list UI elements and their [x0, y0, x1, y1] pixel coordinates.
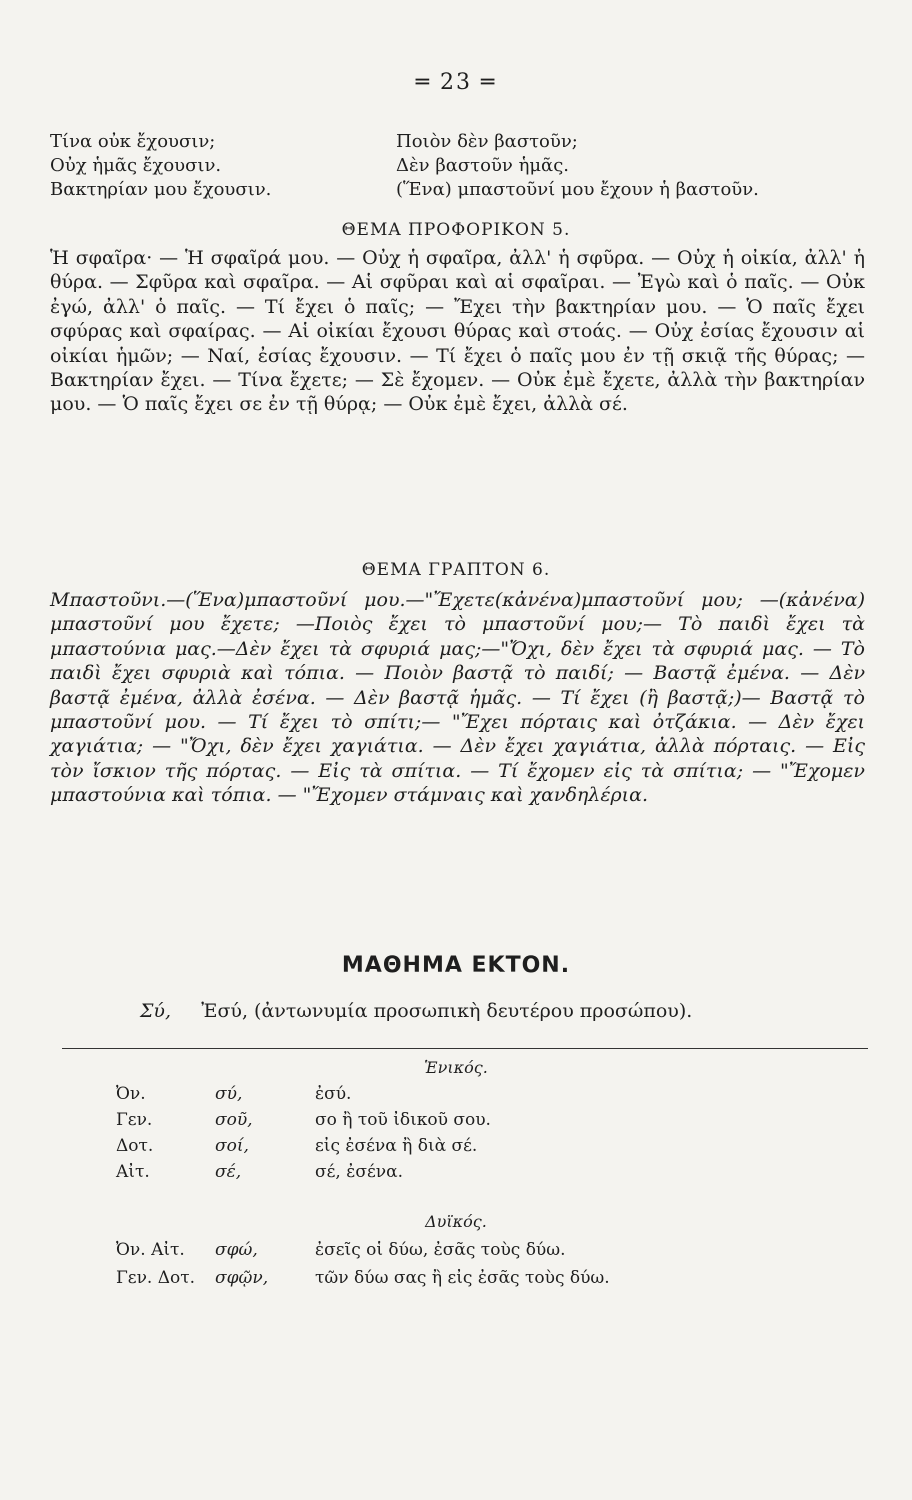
left-line: Τίνα οὐκ ἔχουσιν; [50, 131, 216, 152]
oral-exercise-heading: ΘΕΜΑ ΠΡΟΦΟΡΙΚΟΝ 5. [341, 220, 571, 240]
case-label: Ὀν. [116, 1084, 146, 1104]
lesson-title: ΜΑΘΗΜΑ ΕΚΤΟΝ. [341, 953, 571, 978]
left-line: Βακτηρίαν μου ἔχουσιν. [50, 179, 272, 200]
modern-form: σο ἢ τοῦ ἰδικοῦ σου. [315, 1110, 491, 1130]
dual-label: Δυϊκός. [425, 1212, 487, 1231]
ancient-form: σοί, [215, 1136, 249, 1156]
table-row [0, 1084, 912, 1110]
case-label: Γεν. [116, 1110, 153, 1130]
case-label: Ὀν. Αἰτ. [116, 1240, 185, 1260]
table-row [0, 1110, 912, 1136]
singular-label: Ἑνικός. [424, 1058, 488, 1077]
intro-word: Σύ, [140, 1000, 172, 1022]
right-line: (Ἕνα) μπαστοῦνί μου ἔχουν ἡ βαστοῦν. [396, 179, 759, 200]
right-column [396, 130, 886, 202]
ancient-form: σύ, [215, 1084, 243, 1104]
table-row [0, 1268, 912, 1294]
modern-form: εἰς ἐσένα ἢ διὰ σέ. [315, 1136, 478, 1156]
ancient-form: σοῦ, [215, 1110, 253, 1130]
table-row [0, 1240, 912, 1266]
right-line: Ποιὸν δὲν βαστοῦν; [396, 131, 578, 152]
table-row [0, 1162, 912, 1188]
written-exercise-heading: ΘΕΜΑ ΓΡΑΠΤΟΝ 6. [361, 560, 551, 580]
left-line: Οὐχ ἡμᾶς ἔχουσιν. [50, 155, 222, 176]
intro-description: Ἐσύ, (ἀντωνυμία προσωπικὴ δευτέρου προσώπου). [201, 1000, 693, 1022]
page-number: ═ 23 ═ [415, 70, 497, 95]
modern-form: σέ, ἐσένα. [315, 1162, 403, 1182]
ancient-form: σφώ, [215, 1240, 258, 1260]
case-label: Δοτ. [116, 1136, 154, 1156]
right-line: Δὲν βαστοῦν ἡμᾶς. [396, 155, 570, 176]
modern-form: τῶν δύω σας ἢ εἰς ἐσᾶς τοὺς δύω. [315, 1268, 610, 1288]
modern-form: ἐσεῖς οἱ δύω, ἐσᾶς τοὺς δύω. [315, 1240, 566, 1260]
table-row [0, 1136, 912, 1162]
modern-form: ἐσύ. [315, 1084, 352, 1104]
ancient-form: σέ, [215, 1162, 242, 1182]
divider [62, 1048, 868, 1049]
ancient-form: σφῷν, [215, 1268, 269, 1288]
left-column [50, 130, 410, 202]
pronoun-intro [140, 1000, 692, 1022]
written-exercise-text: Μπαστοῦνι.—(Ἕνα)μπαστοῦνί μου.—"Ἔχετε(κἀνένα)μπαστοῦνί μου; —(κἀνένα) μπαστοῦνί μου ἔχετε; —Ποιὸς ἔχει τὸ μπαστοῦνί μου;— Τὸ παιδὶ ἔχει τὰ μπαστούνια μας.—Δὲν ἔχει τὰ σφυριά μας;—"Ὄχι, δὲν ἔχει τὰ σφυριά μας. — Τὸ παιδὶ ἔχει σφυριὰ καὶ τόπια. — Ποιὸν βαστᾷ τὸ παιδί; — Βαστᾷ ἐμένα. — Δὲν βαστᾷ ἐμένα, ἀλλὰ ἐσένα. — Δὲν βαστᾷ ἡμᾶς. — Τί ἔχει (ἢ βαστᾷ;)— Βαστᾷ τὸ μπαστοῦνί μου. — Τί ἔχει τὸ σπίτι;— "Ἔχει πόρταις καὶ ὀτζάκια. — Δὲν ἔχει χαγιάτια; — "Ὄχι, δὲν ἔχει χαγιάτια. — Δὲν ἔχει χαγιάτια, ἀλλὰ πόρταις. — Εἰς τὸν ἴσκιον τῆς πόρτας. — Εἰς τὰ σπίτια. — Τί ἔχομεν εἰς τὰ σπίτια; — "Ἔχομεν μπαστούνια καὶ τόπια. — "Ἔχομεν στάμναις καὶ χανδηλέρια. [50, 589, 865, 807]
case-label: Αἰτ. [116, 1162, 150, 1182]
case-label: Γεν. Δοτ. [116, 1268, 196, 1288]
oral-exercise-text: Ἡ σφαῖρα· — Ἡ σφαῖρά μου. — Οὐχ ἡ σφαῖρα, ἀλλ' ἡ σφῦρα. — Οὐχ ἡ οἰκία, ἀλλ' ἡ θύρα. — Σφῦρα καὶ σφαῖρα. — Αἱ σφῦραι καὶ αἱ σφαῖραι. — Ἐγὼ καὶ ὁ παῖς. — Οὐκ ἐγώ, ἀλλ' ὁ παῖς. — Τί ἔχει ὁ παῖς; — Ἔχει τὴν βακτηρίαν μου. — Ὁ παῖς ἔχει σφύρας καὶ σφαίρας. — Αἱ οἰκίαι ἔχουσι θύρας καὶ στοάς. — Οὐχ ἐσίας ἔχουσιν αἱ οἰκίαι ἡμῶν; — Ναί, ἐσίας ἔχουσιν. — Τί ἔχει ὁ παῖς μου ἐν τῇ σκιᾷ τῆς θύρας; — Βακτηρίαν ἔχει. — Τίνα ἔχετε; — Σὲ ἔχομεν. — Οὐκ ἐμὲ ἔχετε, ἀλλὰ τὴν βακτηρίαν μου. — Ὁ παῖς ἔχει σε ἐν τῇ θύρᾳ; — Οὐκ ἐμὲ ἔχει, ἀλλὰ σέ. [50, 247, 865, 416]
